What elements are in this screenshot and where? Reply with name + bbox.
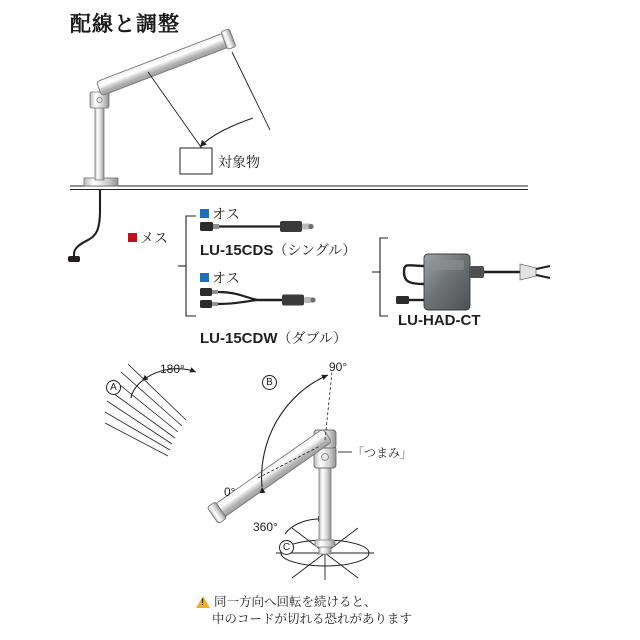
male-connector-label-double: オス: [200, 268, 240, 288]
product-code-lu15cdw: LU-15CDW（ダブル）: [200, 330, 347, 347]
cable-group-bracket: [178, 216, 196, 316]
blue-square-icon: [200, 209, 209, 218]
desk-surface: [70, 186, 528, 190]
adapter-bracket: [372, 238, 388, 316]
product-code-lu15cds: LU-15CDS（シングル）: [200, 242, 357, 259]
angle-label-360: 360°: [253, 520, 278, 534]
power-cord: [68, 190, 100, 262]
lamp-clamp: [84, 104, 118, 186]
target-arrow: [200, 118, 253, 147]
marker-a: A: [106, 380, 121, 395]
cable-double: [200, 288, 316, 308]
marker-c: C: [279, 540, 294, 555]
ac-adapter: [396, 254, 550, 310]
target-object-label: 対象物: [218, 154, 260, 170]
knob-label: 「つまみ」: [352, 446, 413, 460]
target-object: [180, 148, 212, 174]
adjust-arm: [207, 427, 333, 524]
warning-line1: 同一方向へ回転を続けると、: [214, 595, 377, 609]
product-code-luhadct: LU-HAD-CT: [398, 312, 481, 329]
marker-b: B: [262, 375, 277, 390]
angle-label-180: 180°: [160, 362, 185, 376]
page-title: 配線と調整: [70, 13, 180, 36]
male-connector-label-single: オス: [200, 204, 240, 224]
warning-line2: 中のコードが切れる恐れがあります: [212, 612, 413, 626]
female-connector-label: メス: [128, 228, 168, 248]
red-square-icon: [128, 233, 137, 242]
stand-pole: [315, 466, 335, 554]
lamp-arm: [96, 29, 236, 98]
blue-square-icon: [200, 273, 209, 282]
rotation-360-arrow: [285, 519, 324, 534]
warning-text: [196, 594, 412, 628]
angle-label-0: 0°: [224, 485, 236, 499]
angle-label-90: 90°: [329, 360, 348, 374]
